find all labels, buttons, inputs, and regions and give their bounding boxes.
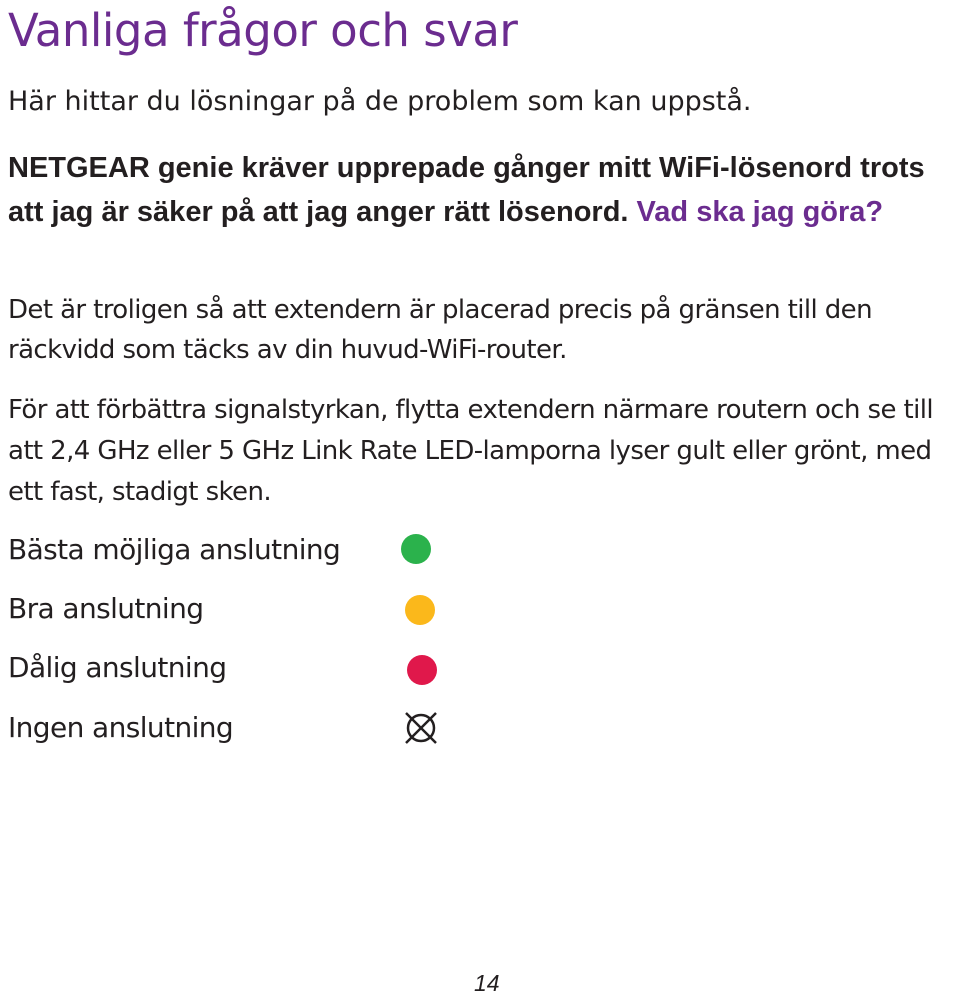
led-legend-item-good	[8, 592, 468, 632]
red-led-icon	[407, 655, 437, 685]
page-number: 14	[474, 970, 500, 996]
amber-led-icon	[405, 595, 435, 625]
page-title: Vanliga frågor och svar	[8, 4, 518, 57]
led-legend-item-poor	[8, 651, 468, 691]
led-legend-label: Ingen anslutning	[8, 711, 234, 744]
led-legend-label: Bra anslutning	[8, 592, 204, 625]
faq-question-accent: Vad ska jag göra?	[636, 196, 884, 228]
led-legend-label: Bästa möjliga anslutning	[8, 533, 341, 566]
faq-question-main: NETGEAR genie kräver upprepade gånger mitt WiFi-lösenord trots att jag är säker på att jag anger rätt lösenord.	[8, 152, 925, 228]
led-legend-item-none	[8, 711, 468, 751]
faq-answer-paragraph-2: För att förbättra signalstyrkan, flytta extendern närmare routern och se till att 2,4 GHz eller 5 GHz Link Rate LED-lamporna lyser gult eller grönt, med ett fast, stadigt sken.	[8, 395, 933, 507]
led-legend-label: Dålig anslutning	[8, 651, 227, 684]
intro-text: Här hittar du lösningar på de problem som kan uppstå.	[8, 86, 752, 117]
led-legend-item-best	[8, 533, 468, 573]
faq-answer-paragraph-1: Det är troligen så att extendern är placerad precis på gränsen till den räckvidd som täcks av din huvud-WiFi-router.	[8, 295, 872, 365]
green-led-icon	[401, 534, 431, 564]
led-off-icon	[402, 709, 440, 747]
faq-question	[8, 146, 958, 234]
